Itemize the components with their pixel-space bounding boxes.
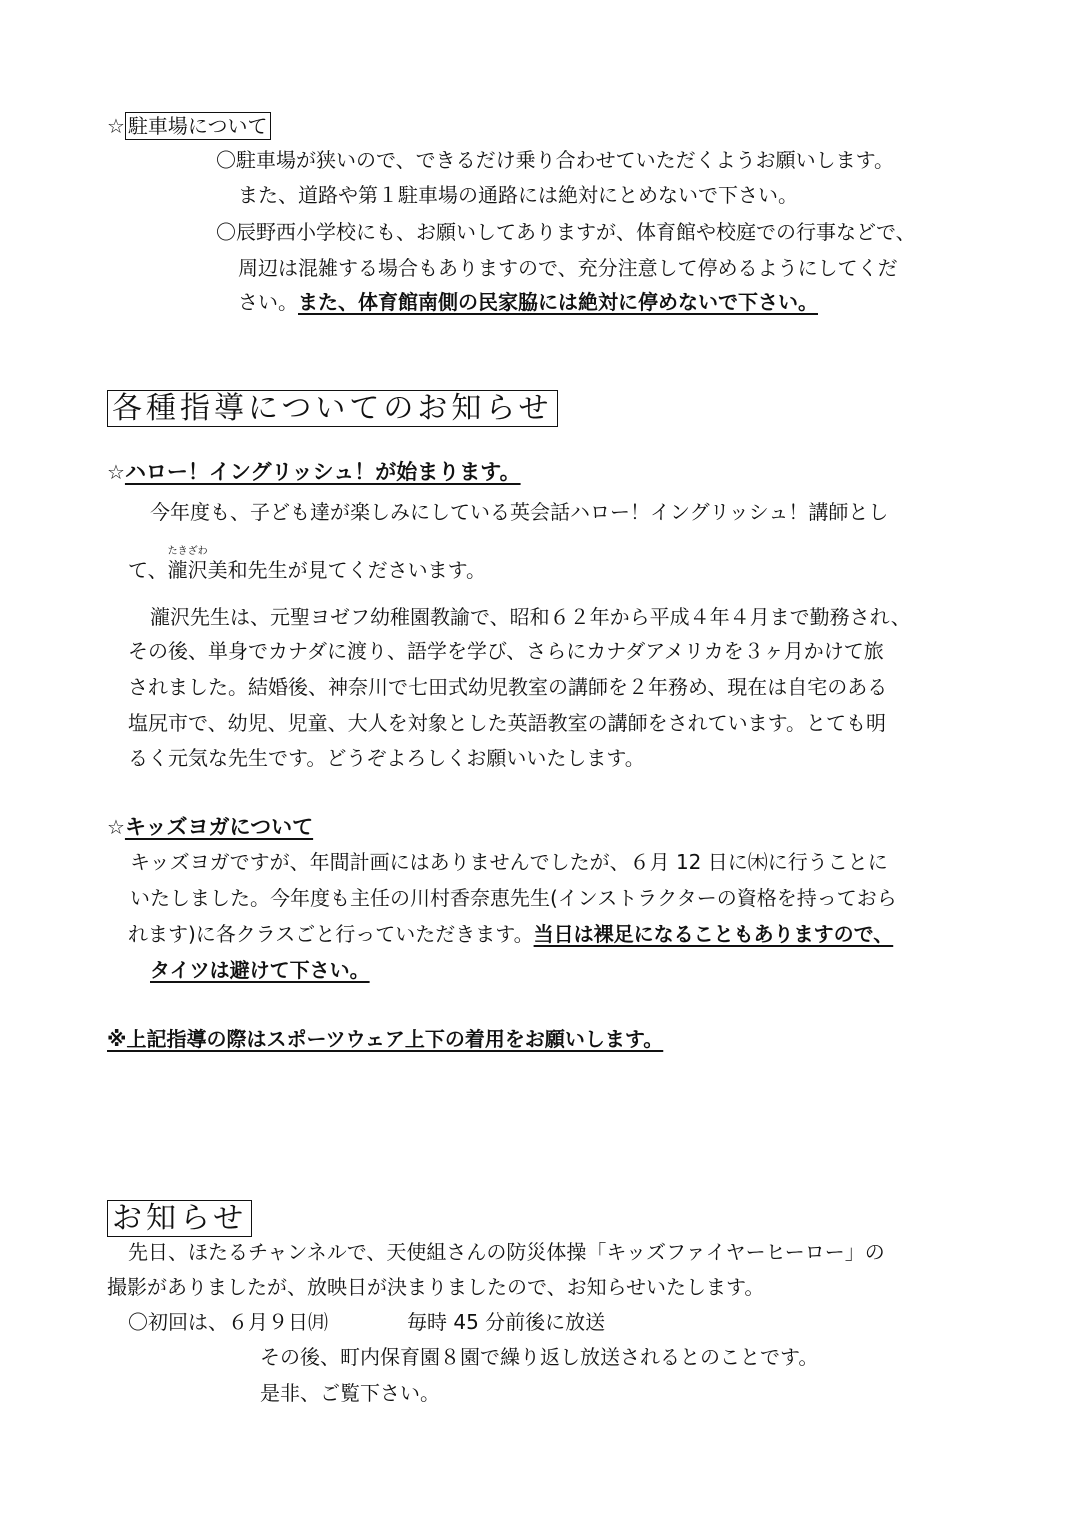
notice-line-2: 撮影がありましたが、放映日が決まりましたので、お知らせいたします。 bbox=[107, 1275, 765, 1299]
yoga-warning: 当日は裸足になることもありますので、 bbox=[533, 922, 894, 946]
parking-line-5-text: さい。 bbox=[238, 290, 298, 314]
parking-line-2: また、道路や第１駐車場の通路には絶対にとめないで下さい。 bbox=[238, 183, 798, 207]
yoga-line-1: キッズヨガですが、年間計画にはありませんでしたが、６月 12 日に㈭に行うことに bbox=[130, 850, 888, 874]
yoga-title: キッズヨガについて bbox=[124, 815, 314, 839]
notice-line-4: その後、町内保育園８園で繰り返し放送されるとのことです。 bbox=[260, 1345, 819, 1369]
hello-line-2-pre: て、 bbox=[128, 558, 168, 582]
parking-line-1: 〇駐車場が狭いので、できるだけ乗り合わせていただくようお願いします。 bbox=[216, 148, 894, 172]
hello-heading bbox=[107, 462, 521, 483]
parking-line-5 bbox=[238, 292, 818, 312]
hello-p2-line-2: その後、単身でカナダに渡り、語学を学び、さらにカナダアメリカを３ヶ月かけて旅 bbox=[128, 639, 884, 663]
notice-line-1: 先日、ほたるチャンネルで、天使組さんの防災体操「キッズファイヤーヒーロー」の bbox=[128, 1240, 885, 1264]
parking-warning: また、体育館南側の民家脇には絶対に停めないで下さい。 bbox=[298, 290, 818, 314]
guidance-heading: 各種指導についてのお知らせ bbox=[107, 390, 558, 427]
parking-heading bbox=[107, 116, 271, 136]
ruby-name bbox=[167, 546, 208, 582]
ruby-base: 瀧沢 bbox=[167, 558, 208, 582]
star-icon: ☆ bbox=[107, 815, 125, 839]
hello-p2-line-1: 瀧沢先生は、元聖ヨゼフ幼稚園教諭で、昭和６２年から平成４年４月まで勤務され、 bbox=[150, 605, 911, 629]
yoga-line-3 bbox=[128, 924, 893, 944]
notice-heading: お知らせ bbox=[107, 1200, 252, 1237]
sportswear-note: ※上記指導の際はスポーツウェア上下の着用をお願いします。 bbox=[107, 1027, 664, 1051]
parking-line-4: 周辺は混雑する場合もありますので、充分注意して停めるようにしてくだ bbox=[238, 256, 898, 280]
hello-line-1: 今年度も、子ども達が楽しみにしている英会話ハロー！イングリッシュ！講師とし bbox=[150, 500, 889, 524]
ruby-reading: たきざわ bbox=[167, 546, 208, 557]
yoga-heading bbox=[107, 817, 313, 838]
yoga-line-3-text: れます)に各クラスごと行っていただきます。 bbox=[128, 922, 534, 946]
hello-p2-line-4: 塩尻市で、幼児、児童、大人を対象とした英語教室の講師をされています。とても明 bbox=[128, 711, 886, 735]
notice-line-3a: 〇初回は、６月９日㈪ bbox=[128, 1310, 328, 1334]
notice-line-5: 是非、ご覧下さい。 bbox=[260, 1381, 440, 1405]
hello-title: ハロー！イングリッシュ！が始まります。 bbox=[124, 460, 521, 484]
parking-title: 駐車場について bbox=[125, 112, 271, 140]
star-icon: ☆ bbox=[107, 114, 125, 138]
yoga-line-2: いたしました。今年度も主任の川村香奈恵先生(インストラクターの資格を持っておら bbox=[130, 886, 897, 910]
star-icon: ☆ bbox=[107, 460, 125, 484]
hello-p2-line-5: るく元気な先生です。どうぞよろしくお願いいたします。 bbox=[128, 746, 645, 770]
parking-line-3: 〇辰野西小学校にも、お願いしてありますが、体育館や校庭での行事などで、 bbox=[216, 220, 916, 244]
hello-line-2 bbox=[128, 546, 487, 582]
notice-line-3b: 毎時 45 分前後に放送 bbox=[407, 1310, 606, 1334]
hello-p2-line-3: されました。結婚後、神奈川で七田式幼児教室の講師を２年務め、現在は自宅のある bbox=[128, 675, 888, 699]
yoga-line-4: タイツは避けて下さい。 bbox=[150, 958, 370, 982]
hello-line-2-post: 美和先生が見てくださいます。 bbox=[207, 558, 487, 582]
